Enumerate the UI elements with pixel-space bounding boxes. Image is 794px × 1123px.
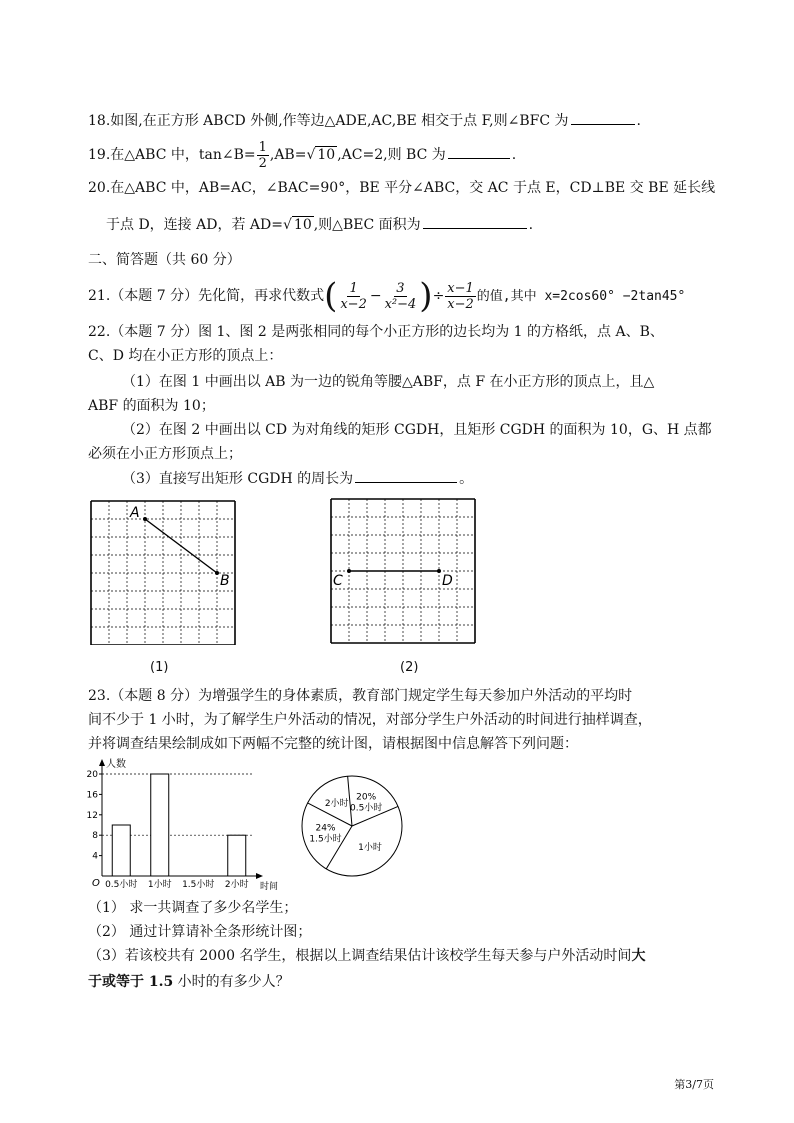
- question-18: [88, 110, 714, 131]
- question-22-intro1: [88, 322, 714, 342]
- figure-2-label: (2): [400, 660, 419, 675]
- pie-percent-label: 24%: [315, 823, 336, 834]
- q22-p3: （3）直接写出矩形 CGDH 的周长为: [122, 471, 354, 487]
- section-title: 二、简答题（共 60 分）: [88, 252, 241, 268]
- sqrt-radicand: 10: [317, 147, 336, 163]
- section-heading: [88, 250, 714, 270]
- question-22-part1a: [122, 372, 714, 392]
- pie-slice-label: 1.5小时: [309, 834, 342, 845]
- question-23-intro2: [88, 710, 714, 730]
- q23-intro2: 间不少于 1 小时，为了解学生户外活动的情况，对部分学生户外活动的时间进行抽样调查，: [88, 712, 652, 728]
- q22-intro1: 22.（本题 7 分）图 1、图 2 是两张相同的每个小正方形的边长均为 1 的方格纸，点 A、B、: [88, 324, 664, 340]
- q23-s3a: （3）若该校共有 2000 名学生，根据以上调查结果估计该校学生每天参与户外活动时间: [88, 948, 632, 964]
- segment-ab: [145, 519, 217, 573]
- page-number: 第3/7页: [674, 1078, 714, 1091]
- pie-slice-label: 2小时: [324, 799, 349, 810]
- question-23-sub3a: [88, 946, 714, 966]
- question-21: [88, 278, 714, 315]
- q21-post: 的值,其中 x=2cos60° −2tan45°: [476, 289, 686, 304]
- y-tick-label: 16: [86, 790, 98, 801]
- q19-post: ,AC=2,则 BC 为: [337, 147, 446, 163]
- q21-pre: 21.（本题 7 分）先化简，再求代数式: [88, 288, 325, 304]
- right-paren: ): [419, 276, 433, 316]
- y-tick-label: 8: [92, 831, 98, 842]
- divide-sign: ÷: [432, 288, 445, 304]
- q23-intro3: 并将调查结果绘制成如下两幅不完整的统计图，请根据图中信息解答下列问题：: [88, 736, 578, 752]
- label-c: C: [333, 573, 343, 589]
- question-23-intro1: [88, 686, 714, 706]
- q20-line2-pre: 于点 D，连接 AD，若 AD=: [106, 217, 283, 233]
- fraction-numerator: 1: [258, 139, 267, 155]
- q23-s3a-bold: 大: [631, 948, 646, 964]
- question-22-part3: [122, 468, 714, 489]
- q19-pre: 19.在△ABC 中，tan∠B=: [88, 147, 256, 163]
- answer-blank[interactable]: [571, 110, 635, 125]
- fraction: [383, 281, 419, 312]
- left-paren: (: [324, 276, 338, 316]
- q18-end: .: [636, 113, 641, 129]
- question-23-intro3: [88, 734, 714, 754]
- y-tick-label: 20: [86, 770, 98, 780]
- fraction: [445, 281, 476, 312]
- answer-blank[interactable]: [423, 214, 527, 229]
- point-d: [437, 569, 441, 573]
- x-tick-label: 0.5小时: [105, 880, 138, 890]
- pie-marks: [302, 776, 402, 876]
- origin-label: O: [92, 878, 100, 889]
- question-22-part2b: [88, 444, 714, 464]
- bar: [112, 825, 130, 876]
- x-tick-label: 2小时: [224, 880, 249, 890]
- pie-chart: [296, 770, 408, 882]
- q20-end: .: [528, 217, 534, 233]
- grid-figure-1: [90, 500, 240, 645]
- q22-p2a: （2）在图 2 中画出以 CD 为对角线的矩形 CGDH，且矩形 CGDH 的面积为 10，G、H 点都: [122, 422, 712, 438]
- q23-s2: （2） 通过计算请补全条形统计图；: [88, 924, 312, 940]
- fraction: [338, 281, 369, 312]
- fraction-denominator: x−2: [340, 296, 367, 312]
- question-20-line2: [106, 214, 714, 235]
- fraction-numerator: x−1: [447, 280, 474, 296]
- pie-percent-label: 20%: [356, 792, 377, 803]
- answer-blank[interactable]: [355, 468, 457, 483]
- question-22-part2a: [122, 420, 714, 440]
- q19-mid: ,AB=: [269, 147, 307, 163]
- fraction-denominator: 2: [258, 155, 267, 171]
- minus-sign: −: [369, 288, 382, 304]
- fraction-denominator: x−2: [447, 296, 474, 312]
- pie-slice-label: 1小时: [358, 842, 382, 853]
- question-23-sub2: [88, 922, 714, 942]
- q22-intro2: C、D 均在小正方形的顶点上：: [88, 348, 283, 364]
- bar: [151, 774, 169, 876]
- question-19: [88, 138, 714, 172]
- q22-p1b: ABF 的面积为 10；: [88, 398, 215, 414]
- point-c: [347, 569, 351, 573]
- q19-end: .: [511, 147, 517, 163]
- q22-p2b: 必须在小正方形顶点上；: [88, 446, 242, 462]
- x-axis-label: 时间: [260, 882, 279, 892]
- x-tick-label: 1.5小时: [182, 880, 215, 890]
- sqrt: √ 10: [282, 217, 312, 233]
- sqrt: √ 10: [306, 147, 336, 163]
- y-axis-arrow: [99, 759, 105, 766]
- q23-intro1: 23.（本题 8 分）为增强学生的身体素质，教育部门规定学生每天参加户外活动的平均时: [88, 688, 633, 704]
- q22-p1a: （1）在图 1 中画出以 AB 为一边的锐角等腰△ABF，点 F 在小正方形的顶点上，且△: [122, 374, 655, 390]
- question-20-line1: [88, 178, 714, 198]
- label-a: A: [130, 505, 140, 521]
- question-23-sub3b: [88, 972, 714, 992]
- q23-s3b: 小时的有多少人？: [173, 974, 290, 990]
- figure-1-label: (1): [150, 660, 169, 675]
- bar: [228, 835, 246, 876]
- sqrt-radicand: 10: [293, 217, 312, 233]
- q23-s3b-bold: 于或等于 1.5: [88, 974, 174, 990]
- question-22-part1b: [88, 396, 714, 416]
- bar-chart: [84, 754, 294, 896]
- fraction-denominator: x²−4: [384, 296, 417, 312]
- point-a: [143, 517, 147, 521]
- x-axis-arrow: [256, 873, 263, 879]
- fraction: [257, 140, 269, 171]
- grid-figure-2: [330, 497, 480, 645]
- pie-slice-label: 0.5小时: [349, 803, 383, 814]
- question-22-intro2: [88, 346, 714, 366]
- y-tick-label: 12: [86, 810, 98, 821]
- label-b: B: [220, 573, 230, 589]
- y-axis-label: 人数: [106, 759, 126, 770]
- grid-lines: [91, 501, 235, 645]
- fraction-numerator: 3: [396, 280, 405, 296]
- question-23-sub1: [88, 898, 714, 918]
- chart-marks: [105, 774, 249, 890]
- q22-p3-end: 。: [459, 471, 474, 487]
- y-tick-label: 4: [92, 851, 98, 862]
- q20-line2-post: ,则△BEC 面积为: [313, 217, 421, 233]
- fraction-numerator: 1: [349, 280, 358, 296]
- x-tick-label: 1小时: [147, 880, 172, 890]
- q23-s1: （1） 求一共调查了多少名学生；: [88, 900, 298, 916]
- point-b: [215, 571, 219, 575]
- q18-text: 18.如图,在正方形 ABCD 外侧,作等边△ADE,AC,BE 相交于点 F,则∠BFC 为: [88, 113, 569, 129]
- q20-line1: 20.在△ABC 中，AB=AC，∠BAC=90°，BE 平分∠ABC，交 AC 于点 E，CD⊥BE 交 BE 延长线: [88, 180, 716, 196]
- label-d: D: [442, 573, 453, 589]
- answer-blank[interactable]: [448, 144, 510, 159]
